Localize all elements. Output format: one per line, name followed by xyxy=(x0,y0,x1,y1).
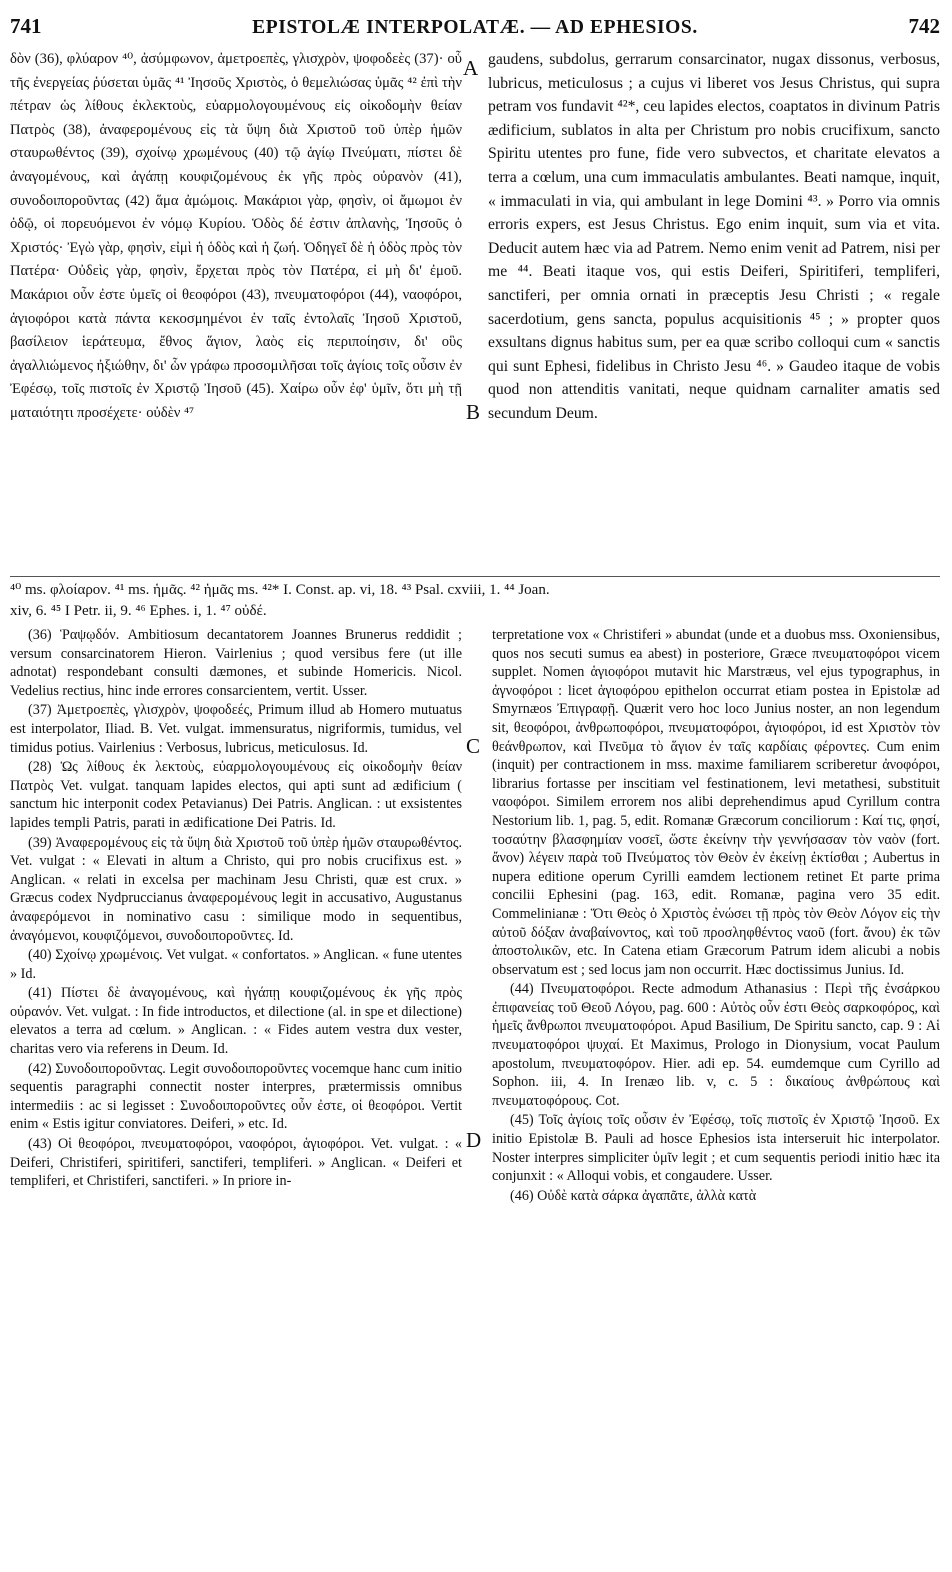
footnote-divider xyxy=(10,576,940,577)
section-marker-d: D xyxy=(466,1128,482,1152)
note-paragraph: (40) Σχοίνῳ χρωμένοις. Vet vulgat. « confortatos. » Anglican. « fune utentes » Id. xyxy=(10,947,462,982)
note-paragraph: (37) Ἀμετροεπὲς, γλισχρὸν, ψοφοδεές, Primum illud ab Homero mutuatus est interpolator, Iliad. B. Vet. vulgat. immensuratus, nigriformis, tumidus, vel timidus potius. Vairlenius : Verbosus, lubricus, meticulosus. Id. xyxy=(10,702,462,756)
page-number-right: 742 xyxy=(908,14,940,38)
note-paragraph: (41) Πίστει δὲ ἀναγομένους, καὶ ἠγάπῃ κουφιζομένους ἐκ γῆς πρὸς οὐρανόν. Vet. vulgat. : In fide introductos, et dilectione (al. in spe et dilectione) elevatos a terra ad cœlum. » Anglican. : « Fides autem vestra dux vester, charitas vero via referens in Deum. Id. xyxy=(10,985,462,1058)
latin-text-column xyxy=(488,48,940,426)
footnotes xyxy=(10,580,940,622)
note-paragraph: (42) Συνοδοιποροῦντας. Legit συνοδοιποροῦντες vocemque hanc cum initio sequentis paragraphi connectit noster interpres, prætermissis omnibus intermediis : ac si legisset : Συνοδοιποροῦντες οὖν ἐστε, οἱ θεοφόροι. Vertit enim « Estis igitur conviatores. Deiferi, » etc. Id. xyxy=(10,1060,462,1133)
note-paragraph: (46) Οὐδὲ κατὰ σάρκα ἀγαπᾶτε, ἀλλὰ κατὰ xyxy=(510,1187,757,1204)
page-number-left: 741 xyxy=(10,14,42,38)
greek-text: δὸν (36), φλύαρον ⁴⁰, ἀσύμφωνον, ἀμετροεπὲς, γλισχρὸν, ψοφοδεὲς (37)· οὗ τῆς ἐνεργείας ῥύσεται ὑμᾶς ⁴¹ Ἰησοῦς Χριστὸς, ὁ θεμελιώσας ὑμᾶς ⁴² ἐπὶ τὴν πέτραν ὡς λίθους ἐκλεκτοὺς, εὐαρμολογουμένους εἰς οἰκοδομὴν θείαν Πατρὸς (38), ἀναφερομένους εἰς τὰ ὕψη διὰ Χριστοῦ τοῦ ὑπὲρ ἡμῶν σταυρωθέντος (39), σχοίνῳ χρωμένους (40) τῷ ἁγίῳ Πνεύματι, πίστει δὲ ἀναγομένους, καὶ ἀγάπῃ κουφιζομένους ἐκ γῆς πρὸς οὐρανὸν (41), συνοδοιποροῦντας (42) ἅμα ἀμώμοις. Μακάριοι γὰρ, φησὶν, οἱ ἄμωμοι ἐν ὁδῷ, οἱ πορευόμενοι ἐν νόμῳ Κυρίου. Ὁδὸς δέ ἐστιν ἀπλανὴς, Ἰησοῦς ὁ Χριστός· Ἐγὼ γὰρ, φησὶν, εἰμὶ ἡ ὁδὸς καὶ ἡ ζωή. Ὁδηγεῖ δὲ ἡ ὁδὸς πρὸς τὸν Πατέρα· Οὐδεὶς γὰρ, φησὶν, ἔρχεται πρὸς τὸν Πατέρα, εἰ μὴ δι' ἐμοῦ. Μακάριοι οὖν ἐστε ὑμεῖς οἱ θεοφόροι (43), πνευματοφόροι (44), ναοφόροι, ἁγιοφόροι κατὰ πάντα κεκοσμημένοι ἐν ταῖς ἐντολαῖς Ἰησοῦ Χριστοῦ, βασίλειον ἱεράτευμα, ἔθνος ἅγιον, λαὸς εἰς περιποίησιν, δι' οὓς ἀγαλλιώμενος ἠξιώθην, δι' ὧν γράφω προσομιλῆσαι τοῖς ἁγίοις τοῖς οὖσιν ἐν Ἐφέσῳ, τοῖς πιστοῖς ἐν Χριστῷ Ἰησοῦ (45). Χαίρω οὖν ἐφ' ὑμῖν, ὅτι μὴ τῇ ματαιότητι προσέχετε· οὐδὲν ⁴⁷ xyxy=(10,51,462,421)
section-marker-a: A xyxy=(463,56,479,80)
note-paragraph: (36) Ῥαψῳδόν. Ambitiosum decantatorem Joannes Brunerus reddidit ; versum consarcinatorem Hieron. Vairlenius ; quod versibus fere (ut ille adnotat) respondebant consulti dæmones, et subinde Homericis. Nicol. Vedelius rectius, hinc inde errores consarcientem, vertit. Usser. xyxy=(10,627,462,699)
notes-column-right xyxy=(492,626,940,1206)
running-title: EPISTOLÆ INTERPOLATÆ. — AD EPHESIOS. xyxy=(252,17,698,38)
footnote-line: ⁴⁰ ms. φλοίαρον. ⁴¹ ms. ἡμᾶς. ⁴² ἡμᾶς ms. ⁴²* I. Const. ap. vi, 18. ⁴³ Psal. cxviii, 1. ⁴⁴ Joan. xyxy=(10,582,550,598)
page-header xyxy=(10,14,940,42)
note-paragraph: terpretatione vox « Christiferi » abundat (unde et a duobus mss. Oxoniensibus, quos nos secuti sumus ea abest) in posteriore, Græce πνευματοφόροι vicem supplet. Nomen ἁγιοφόροι mutavit hic Marstræus, vel ejus typographus, in ἀγνοφόροι : licet ἁγιοφόρου epithelon occurrat etiam postea in Epistolæ ad Smyrnæos Ἐπιγραφῇ. Quærit vero hoc loco Junius noster, an non legendum sit, θεοφόροι, ἀνθρωποφόροι, πνευματοφόροι, ἁγιοφόροι, id est Χριστὸν τὸν θεάνθρωπον, καὶ Πνεῦμα τὸ ἅγιον ἐν ταῖς καρδίαις φέροντες. Cum enim (inquit) per contractionem in mss. maxime familiarem scriberetur ἀνοφόροι, librarius fortasse per inscitiam vel festinationem, levi metathesi, substituit ναοφόροι. Similem errorem nos alibi deprehendimus apud Cyrillum contra Nestorium lib. 1, pag. 5, edit. Romanæ Græcorum conciliorum : Καί τις, φησί, τοσαύτην βλασφημίαν νοσεῖ, ὥστε ἐκείνην τὴν γεννήσασαν τὸν ναὸν (fort. ἄνον) λέγειν παρὰ τοῦ Πνεύματος τὸν Θεὸν ἐν ἐκείνῃ ἐκτίσθαι ; Aubertus in nupera editione operum Cyrilli eamdem lectionem retinet Et parte prima concilii Ephesini (pag. 163, edit. Romanæ, pagina vero 35 edit. Commelinianæ : Ὅτι Θεὸς ὁ Χριστὸς ἐνώσει τῇ πρὸς τὸν Θεὸν Λόγον εἰς τὴν αὐτοῦ δόξαν ἀναβαίνοντος, καὶ τοῦ προσληφθέντος ναοῦ (fort. ἄνου) ἐκ τῶν ἀποστολικῶν, etc. In Catena etiam Græcorum Patrum idem alicubi a nobis observatum est ; sed locus jam non occurrit. Hæc doctissimus Junius. Id. xyxy=(492,627,940,978)
section-marker-b: B xyxy=(466,400,481,424)
note-paragraph: (28) Ὡς λίθους ἐκ λεκτοὺς, εὐαρμολογουμένους εἰς οἰκοδομὴν θείαν Πατρὸς Vet. vulgat. tanquam lapides electos, qui apti sunt ad ædificium ( sanctum hic interponit codex Petavianus) Dei Patris. Anglican. : ut exsistentes lapides templi Patris, parati in ædificatione Dei Patris. Id. xyxy=(10,759,462,831)
section-marker-c: C xyxy=(466,734,481,758)
notes-column-left xyxy=(10,626,462,1192)
note-paragraph: (45) Τοῖς ἁγίοις τοῖς οὖσιν ἐν Ἐφέσῳ, τοῖς πιστοῖς ἐν Χριστῷ Ἰησοῦ. Ex initio Epistolæ B. Pauli ad hosce Ephesios ista interseruit hic interpolator. Noster interpres simpliciter ὑμῖν legit ; et cum sequentis periodi initio hæc ita conjunxit : « Alloqui vobis, et congaudere. Usser. xyxy=(492,1112,940,1185)
latin-text: gaudens, subdolus, gerrarum consarcinator, nugax dissonus, verbosus, lubricus, meticulosus ; a cujus vi liberet vos Jesus Christus, qui supra petram vos fundavit ⁴²*, ceu lapides electos, coaptatos in divinum Patris ædificium, sublatos in alta per Christum pro nobis crucifixum, sancto Spiritu utentes pro fune, fide vero subvectos, et charitate elevatos a terra a cœlum, una cum immaculatis ambulantes. Beati namque, inquit, « immaculati in via, qui ambulant in lege Domini ⁴³. » Porro via omnis erroris expers, est Jesus Christus. Ego enim inquit, sum via et vita. Deducit autem hæc via ad Patrem. Nemo enim venit ad Patrem, nisi per me ⁴⁴. Beati itaque vos, qui estis Deiferi, Spiritiferi, templiferi, sanctiferi, per omnia ornati in præceptis Jesu Christi ; « regale sacerdotium, gens sancta, populus acquisitionis ⁴⁵ ; » propter quos exsultans dignus habitus sum, per ea quæ scribo colloqui cum « sanctis qui sunt Ephesi, fidelibus in Christo Jesu ⁴⁶. » Gaudeo itaque de vobis quod non attenditis vanitati, neque quidnam carnaliter amatis sed secundum Deum. xyxy=(488,51,940,422)
note-paragraph: (44) Πνευματοφόροι. Recte admodum Athanasius : Περὶ τῆς ἐνσάρκου ἐπιφανείας τοῦ Θεοῦ Λόγου, pag. 600 : Αὐτὸς οὖν ἐστι Θεὸς σαρκοφόρος, καὶ ἡμεῖς ἄνθρωποι πνευματοφόροι. Apud Basilium, De Spiritu sancto, cap. 9 : Αἱ πνευματοφόροι ψυχαί. Et Maximus, Prologo in Dionysium, vocat Paulum apostolum, πνευματοφόρον. Hier. adi ep. 54. eumdemque cum Cyrillo ad Sophon. iii, 4. In Irenæo lib. v, c. 5 : δικαίους ἀνθρώπους καὶ πνευματοφόρους. Cot. xyxy=(492,981,940,1109)
note-paragraph: (39) Ἀναφερομένους εἰς τὰ ὕψη διὰ Χριστοῦ τοῦ ὑπὲρ ἡμῶν σταυρωθέντος. Vet. vulgat : « Elevati in altum a Christo, qui pro nobis crucifixus est. » Anglican. « relati in excelsa per machinam Jesu Christi, quæ est crux. » Græcus codex Nydpruccianus ἀναφερομένους legit in accusativo, Augustanus ἀναφερόμενοι in nominativo casu : similique modo in sequentibus, ἀναγόμενοι, κουφιζόμενοι, συνοδοιποροῦντες. Id. xyxy=(10,834,462,944)
footnote-line: xiv, 6. ⁴⁵ I Petr. ii, 9. ⁴⁶ Ephes. i, 1. ⁴⁷ οὐδέ. xyxy=(10,603,267,619)
note-paragraph: (43) Οἱ θεοφόροι, πνευματοφόροι, ναοφόροι, ἁγιοφόροι. Vet. vulgat. : « Deiferi, Christiferi, spiritiferi, sanctiferi, templiferi. » Anglican. « Deiferi et templiferi, et Christiferi, sanctiferi. » In priore in- xyxy=(10,1136,462,1190)
greek-text-column xyxy=(10,48,462,426)
